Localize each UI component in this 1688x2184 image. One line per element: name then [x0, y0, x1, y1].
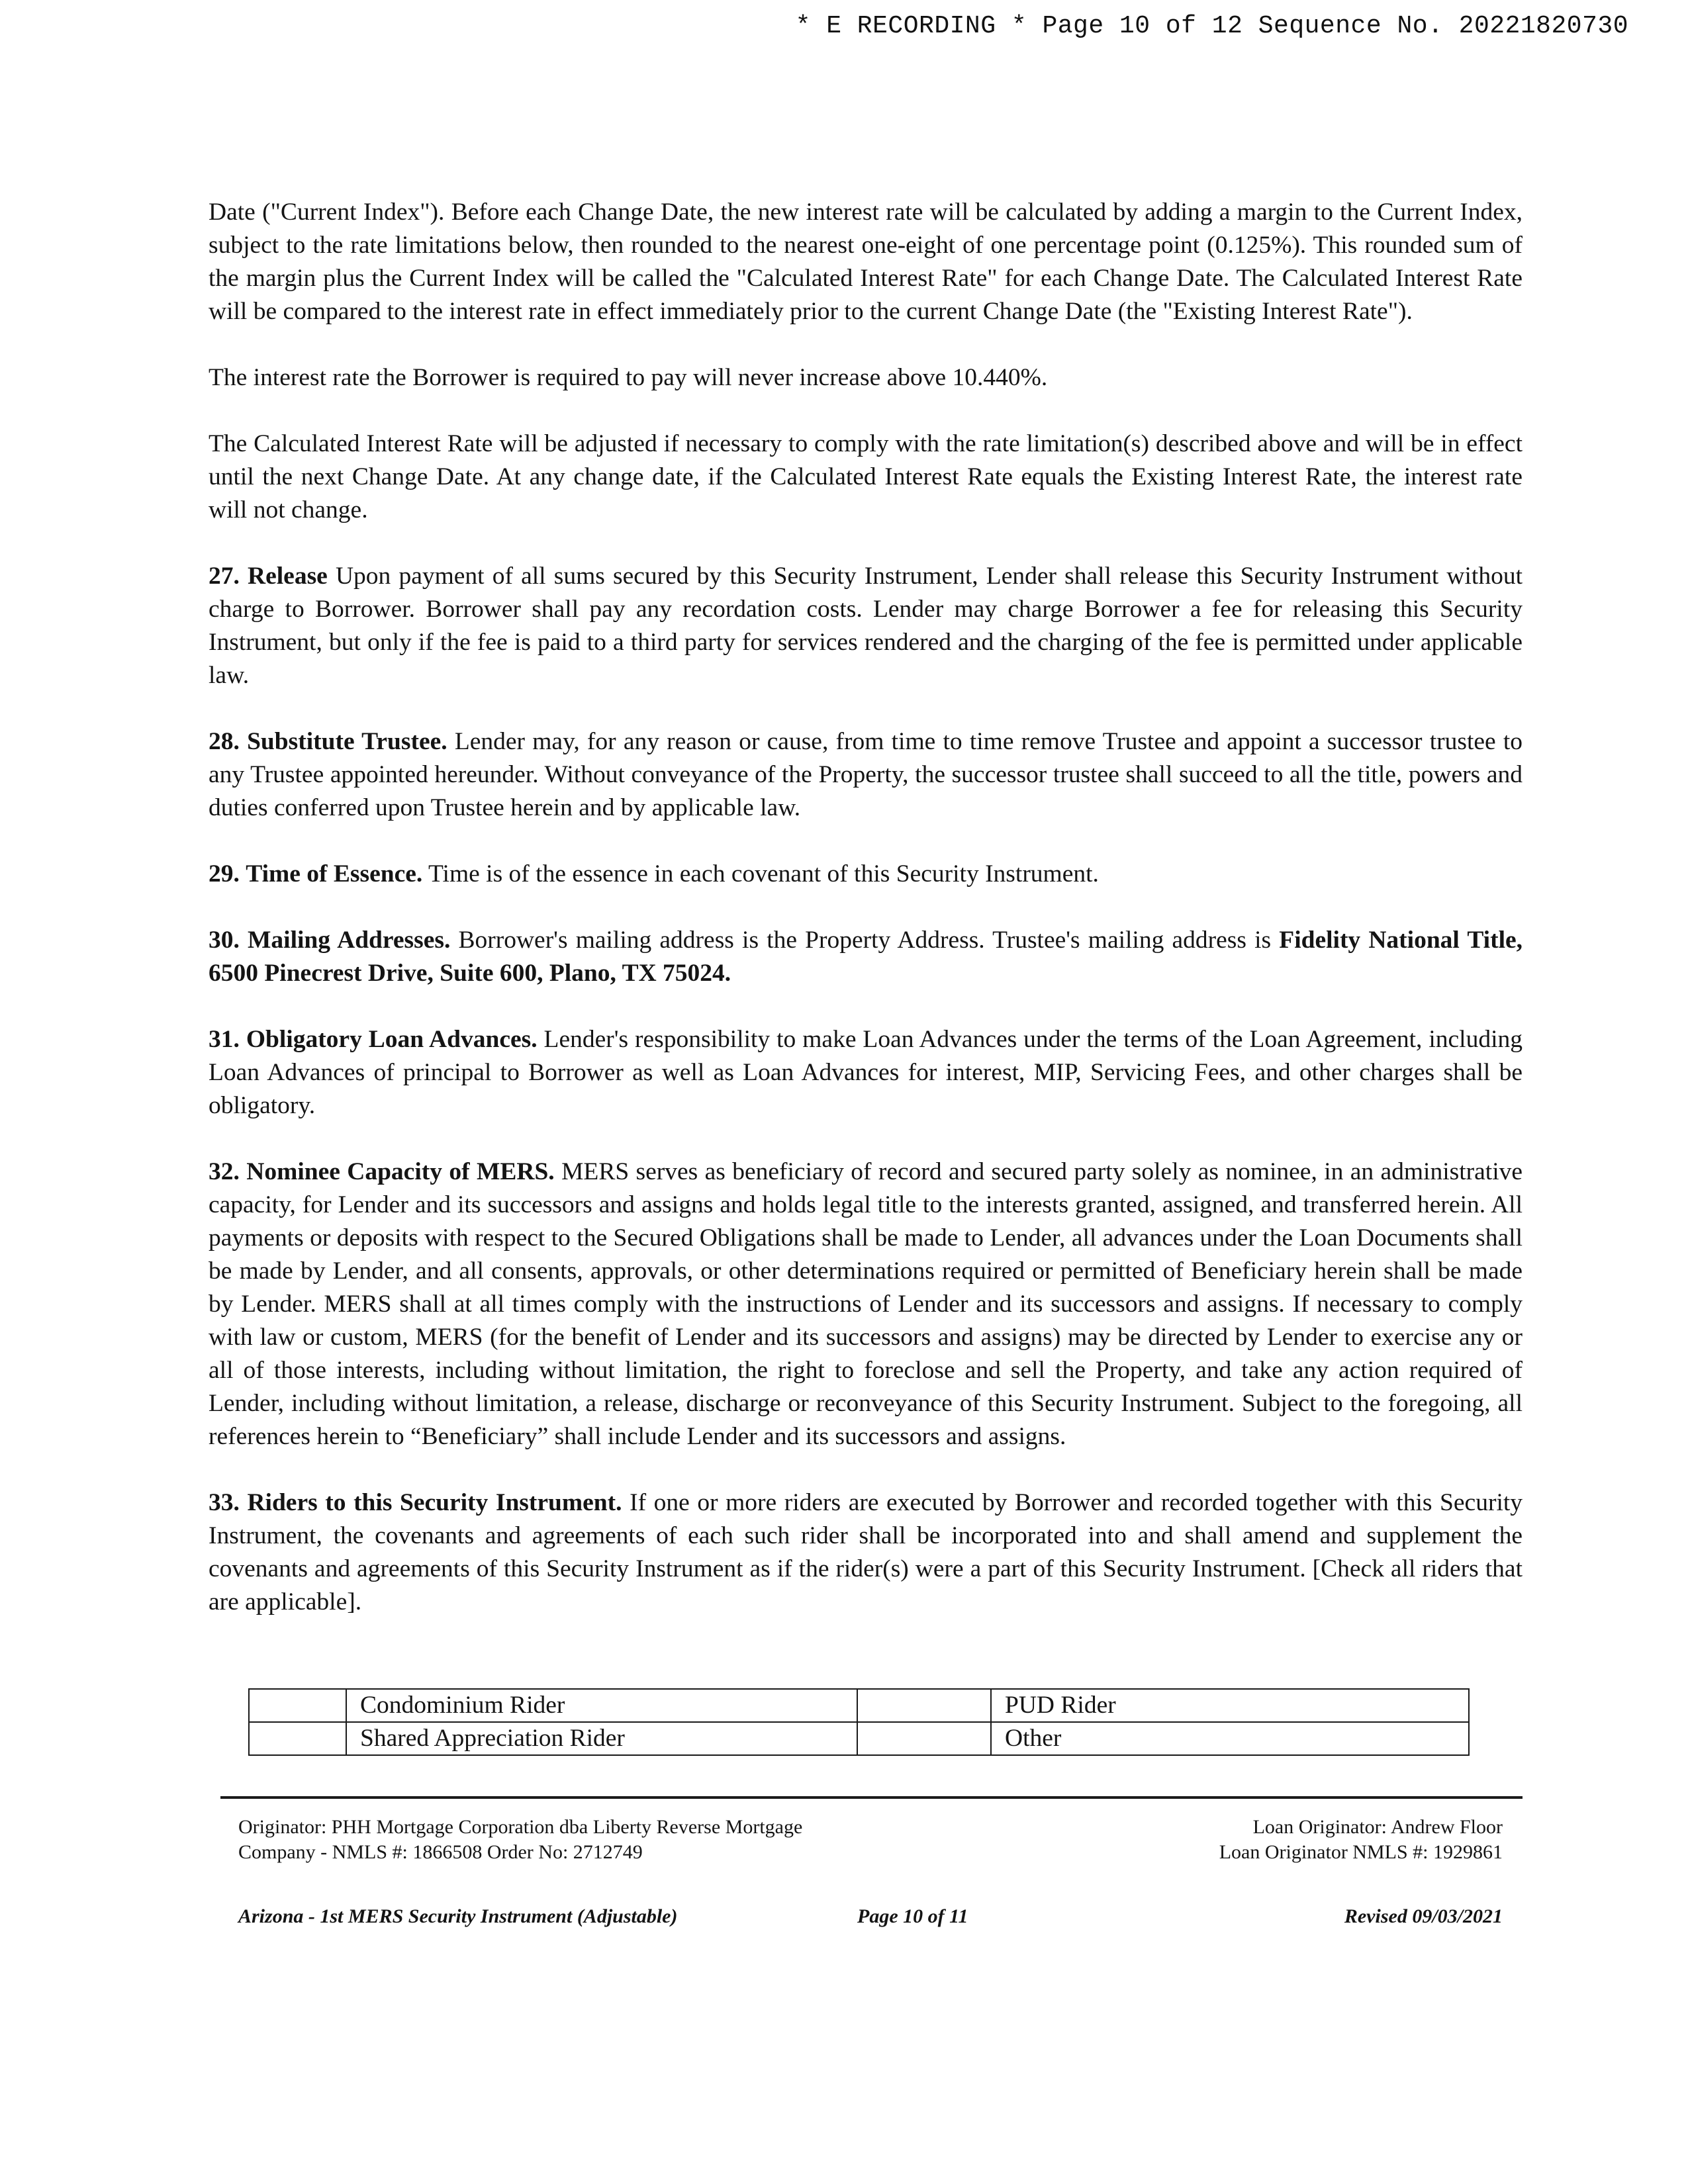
- section-heading: Nominee Capacity of MERS.: [246, 1158, 555, 1185]
- trustee-address: Fidelity National Title, 6500 Pinecrest Drive, Suite 600, Plano, TX 75024.: [209, 927, 1523, 987]
- section-number: 33.: [209, 1489, 240, 1516]
- section-number: 30.: [209, 927, 240, 954]
- section-text: Upon payment of all sums secured by this Security Instrument, Lender shall release this Security Instrument without charge to Borrower. Borrower shall pay any recordation costs. Lender may charge Borrower a fee for releasing this Security Instrument, but only if the fee is paid to a third party for services rendered and the charging of the fee is permitted under applicable law.: [209, 563, 1523, 689]
- section-29-time-of-essence: [209, 858, 1523, 891]
- section-number: 27.: [209, 563, 240, 590]
- section-number: 28.: [209, 728, 240, 755]
- originator-line: Originator: PHH Mortgage Corporation dba Liberty Reverse Mortgage: [238, 1816, 803, 1838]
- page-number: Page 10 of 11: [857, 1905, 968, 1927]
- section-28-substitute-trustee: [209, 725, 1523, 825]
- document-body: [209, 196, 1523, 1652]
- riders-row: [249, 1722, 1469, 1755]
- revision-date: Revised 09/03/2021: [1344, 1905, 1503, 1927]
- section-33-riders: [209, 1486, 1523, 1619]
- loan-originator-info: [993, 1815, 1503, 1865]
- section-text: Lender may, for any reason or cause, from time to time remove Trustee and appoint a successor trustee to any Trustee appointed hereunder. Without conveyance of the Property, the successor trustee shall succeed to all the title, powers and duties conferred upon Trustee herein and by applicable law.: [209, 728, 1523, 821]
- loan-originator-nmls: Loan Originator NMLS #: 1929861: [1219, 1841, 1503, 1863]
- pud-rider-label: PUD Rider: [991, 1689, 1469, 1722]
- originator-nmls-line: Company - NMLS #: 1866508 Order No: 2712749: [238, 1841, 643, 1863]
- originator-info: [238, 1815, 966, 1865]
- loan-originator-name: Loan Originator: Andrew Floor: [1252, 1816, 1503, 1838]
- section-number: 31.: [209, 1026, 240, 1053]
- section-heading: Substitute Trustee.: [247, 728, 447, 755]
- section-text: MERS serves as beneficiary of record and secured party solely as nominee, in an administrative capacity, for Lender and its successors and assigns and holds legal title to the interests granted, assigned, and transferred herein. All payments or deposits with respect to the Secured Obligations shall be made to Lender, all advances under the Loan Documents shall be made by Lender, and all consents, approvals, or other determinations required or permitted of Beneficiary herein shall be made by Lender. MERS shall at all times comply with the instructions of Lender and its successors and assigns. If necessary to comply with law or custom, MERS (for the benefit of Lender and its successors and assigns) may be directed by Lender to exercise any or all of those interests, including without limitation, the right to foreclose and sell the Property, and take any action required of Lender, including without limitation, a release, discharge or reconveyance of this Security Instrument. Subject to the foregoing, all references herein to “Beneficiary” shall include Lender and its successors and assigns.: [209, 1158, 1523, 1450]
- riders-table: [248, 1688, 1470, 1756]
- recording-header: * E RECORDING * Page 10 of 12 Sequence No. 20221820730: [795, 12, 1628, 40]
- footer-divider: [220, 1796, 1523, 1799]
- section-number: 32.: [209, 1158, 240, 1185]
- section-31-obligatory-loan-advances: [209, 1023, 1523, 1122]
- section-heading: Release: [248, 563, 328, 590]
- section-text: Lender's responsibility to make Loan Advances under the terms of the Loan Agreement, including Loan Advances of principal to Borrower as well as Loan Advances for interest, MIP, Servicing Fees, and other charges shall be obligatory.: [209, 1026, 1523, 1119]
- form-name: Arizona - 1st MERS Security Instrument (Adjustable): [238, 1905, 678, 1927]
- form-footer: [238, 1903, 1503, 1930]
- section-32-nominee-capacity-of-mers: [209, 1156, 1523, 1453]
- paragraph-current-index: Date ("Current Index"). Before each Change Date, the new interest rate will be calculated by adding a margin to the Current Index, subject to the rate limitations below, then rounded to the nearest one-eight of one percentage point (0.125%). This rounded sum of the margin plus the Current Index will be called the "Calculated Interest Rate" for each Change Date. The Calculated Interest Rate will be compared to the interest rate in effect immediately prior to the current Change Date (the "Existing Interest Rate").: [209, 199, 1523, 325]
- condominium-rider-checkbox[interactable]: [249, 1689, 346, 1722]
- other-rider-checkbox[interactable]: [857, 1722, 991, 1755]
- section-text: Borrower's mailing address is the Property Address. Trustee's mailing address is: [458, 927, 1272, 954]
- paragraph-rate-cap: The interest rate the Borrower is required to pay will never increase above 10.440%.: [209, 364, 1048, 391]
- section-text: If one or more riders are executed by Borrower and recorded together with this Security Instrument, the covenants and agreements of each such rider shall be incorporated into and shall amend and supplement the covenants and agreements of this Security Instrument as if the rider(s) were a part of this Security Instrument. [Check all riders that are applicable].: [209, 1489, 1523, 1615]
- other-rider-label: Other: [991, 1722, 1469, 1755]
- section-30-mailing-addresses: [209, 924, 1523, 990]
- section-text: Time is of the essence in each covenant of this Security Instrument.: [428, 860, 1099, 887]
- riders-row: [249, 1689, 1469, 1722]
- paragraph-rate-adjustment: The Calculated Interest Rate will be adjusted if necessary to comply with the rate limitation(s) described above and will be in effect until the next Change Date. At any change date, if the Calculated Interest Rate equals the Existing Interest Rate, the interest rate will not change.: [209, 430, 1523, 523]
- pud-rider-checkbox[interactable]: [857, 1689, 991, 1722]
- section-heading: Riders to this Security Instrument.: [247, 1489, 622, 1516]
- shared-appreciation-rider-checkbox[interactable]: [249, 1722, 346, 1755]
- section-heading: Time of Essence.: [246, 860, 423, 887]
- condominium-rider-label: Condominium Rider: [346, 1689, 857, 1722]
- section-heading: Obligatory Loan Advances.: [246, 1026, 538, 1053]
- section-heading: Mailing Addresses.: [248, 927, 451, 954]
- section-number: 29.: [209, 860, 240, 887]
- shared-appreciation-rider-label: Shared Appreciation Rider: [346, 1722, 857, 1755]
- section-27-release: [209, 560, 1523, 692]
